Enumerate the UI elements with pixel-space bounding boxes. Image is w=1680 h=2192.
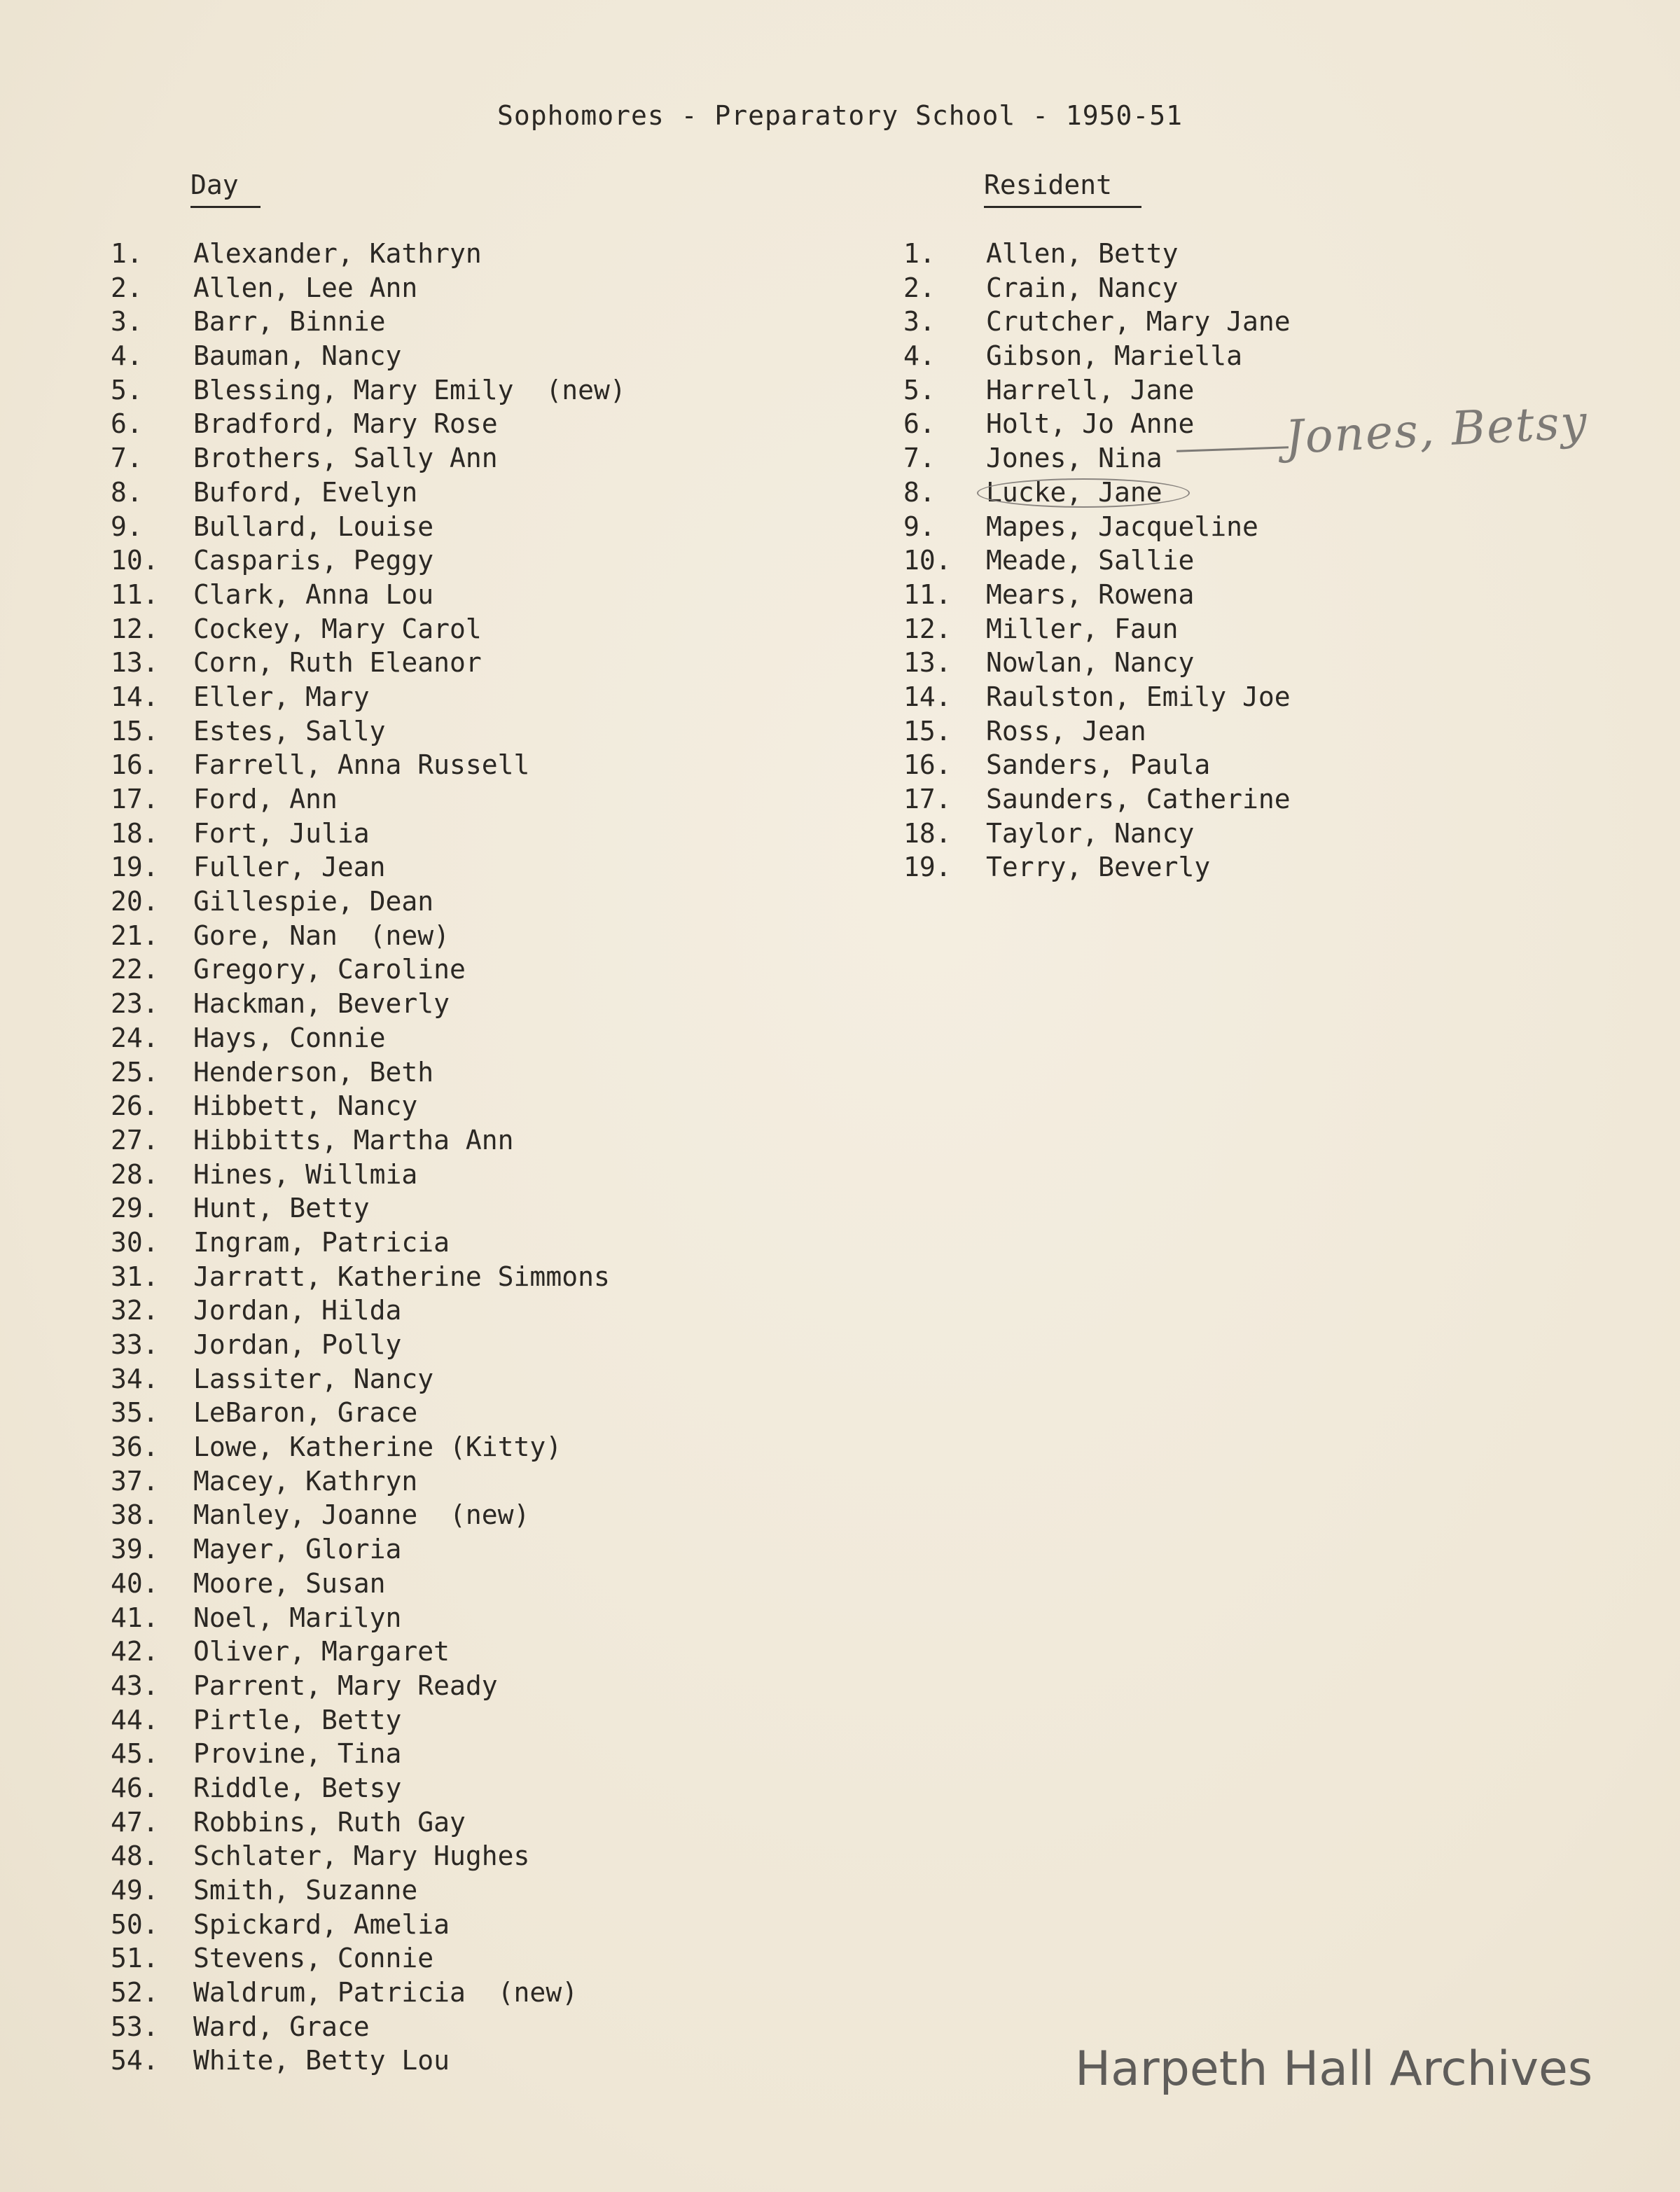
resident-student-row [903,714,1291,749]
day-student-row [111,1158,626,1192]
student-name: Ross, Jean [986,715,1146,747]
day-student-row [111,1805,626,1840]
student-name: Taylor, Nancy [986,817,1195,849]
student-name: Spickard, Amelia [193,1908,450,1940]
day-student-row [111,1055,626,1090]
student-number: 28. [111,1158,159,1190]
day-column-heading: Day [190,169,261,208]
day-student-row [111,919,626,953]
student-number: 37. [111,1465,159,1497]
day-student-row [111,646,626,680]
student-name: Mapes, Jacqueline [986,511,1258,542]
day-student-row [111,1226,626,1260]
student-name: Ingram, Patricia [193,1226,450,1258]
day-student-row [111,817,626,851]
resident-student-row [903,476,1291,510]
student-number: 24. [111,1022,159,1053]
day-student-row [111,1941,626,1976]
day-student-row [111,510,626,544]
resident-student-row [903,441,1291,476]
student-number: 2. [903,272,936,303]
student-name: Meade, Sallie [986,545,1195,576]
student-number: 3. [903,306,936,338]
student-name: Jarratt, Katherine Simmons [193,1261,610,1292]
resident-student-row [903,817,1291,851]
student-number: 13. [111,647,159,679]
student-name: Lucke, Jane [986,476,1162,508]
resident-student-row [903,510,1291,544]
day-student-row [111,1021,626,1055]
student-name: Estes, Sally [193,715,386,747]
student-name: Buford, Evelyn [193,476,418,508]
day-student-row [111,1669,626,1703]
day-student-row [111,1464,626,1499]
student-number: 22. [111,954,159,985]
student-name: Alexander, Kathryn [193,238,482,269]
resident-student-row [903,782,1291,817]
student-name: Ward, Grace [193,2011,370,2042]
resident-student-row [903,646,1291,680]
student-number: 15. [903,715,952,747]
day-student-row [111,1498,626,1532]
day-student-row [111,1873,626,1908]
student-number: 46. [111,1772,159,1803]
student-number: 34. [111,1363,159,1394]
archive-watermark: Harpeth Hall Archives [1075,2041,1593,2097]
student-name: Raulston, Emily Joe [986,681,1291,712]
student-name: Robbins, Ruth Gay [193,1806,466,1838]
day-student-row [111,1737,626,1771]
day-student-row [111,1635,626,1669]
student-name: Oliver, Margaret [193,1636,450,1667]
day-student-row [111,1703,626,1737]
student-number: 1. [111,238,143,269]
student-number: 21. [111,920,159,951]
student-number: 4. [903,340,936,372]
student-number: 52. [111,1977,159,2009]
student-number: 8. [903,476,936,508]
day-student-row [111,476,626,510]
resident-student-row [903,407,1291,441]
student-name: Waldrum, Patricia (new) [193,1977,578,2009]
day-student-row [111,1430,626,1464]
student-name: Allen, Betty [986,238,1179,269]
student-name: Fort, Julia [193,817,370,849]
student-name: Terry, Beverly [986,852,1211,883]
student-number: 5. [903,374,936,405]
student-number: 11. [903,578,952,610]
student-name: Hackman, Beverly [193,988,450,1020]
student-name: Crutcher, Mary Jane [986,306,1291,338]
resident-student-row [903,748,1291,782]
student-number: 39. [111,1534,159,1565]
day-student-row [111,1362,626,1396]
day-student-row [111,2044,626,2078]
student-name: Mayer, Gloria [193,1534,402,1565]
resident-student-row [903,271,1291,305]
student-number: 9. [111,511,143,542]
student-number: 35. [111,1397,159,1429]
day-student-row [111,1191,626,1226]
day-student-row [111,1123,626,1158]
student-number: 11. [111,578,159,610]
student-name: Noel, Marilyn [193,1602,402,1633]
student-name: Macey, Kathryn [193,1465,418,1497]
student-name: Miller, Faun [986,613,1179,644]
student-name: Harrell, Jane [986,374,1195,405]
student-number: 40. [111,1567,159,1599]
student-number: 41. [111,1602,159,1633]
resident-student-row [903,680,1291,714]
student-number: 51. [111,1943,159,1974]
day-student-row [111,407,626,441]
student-number: 17. [903,784,952,814]
student-name: Hays, Connie [193,1022,386,1053]
student-number: 8. [111,476,143,508]
student-number: 7. [111,443,143,474]
student-number: 5. [111,374,143,405]
student-name: Corn, Ruth Eleanor [193,647,482,679]
student-name: Gregory, Caroline [193,954,466,985]
student-name: Riddle, Betsy [193,1772,402,1803]
student-number: 15. [111,715,159,747]
student-number: 16. [111,749,159,781]
day-student-row [111,782,626,817]
student-number: 12. [903,613,952,644]
student-name: Gillespie, Dean [193,886,434,917]
day-student-row [111,850,626,885]
student-name: Gibson, Mariella [986,340,1243,372]
day-student-list [111,237,626,2078]
student-number: 50. [111,1908,159,1940]
day-student-row [111,1839,626,1873]
day-student-row [111,2010,626,2044]
day-student-row [111,748,626,782]
student-name: Farrell, Anna Russell [193,749,530,781]
student-number: 27. [111,1124,159,1156]
student-number: 14. [111,681,159,712]
student-number: 6. [903,408,936,440]
student-name: Eller, Mary [193,681,370,712]
student-number: 17. [111,784,159,814]
resident-student-list [903,237,1291,885]
student-number: 3. [111,306,143,338]
student-name: Brothers, Sally Ann [193,443,498,474]
student-name: Lassiter, Nancy [193,1363,434,1394]
student-number: 16. [903,749,952,781]
student-name: Schlater, Mary Hughes [193,1840,530,1872]
day-student-row [111,1396,626,1430]
student-name: Moore, Susan [193,1567,386,1599]
student-number: 9. [903,511,936,542]
student-number: 45. [111,1738,159,1770]
student-name: Jordan, Hilda [193,1295,402,1326]
student-number: 54. [111,2045,159,2076]
student-number: 53. [111,2011,159,2042]
day-student-row [111,1260,626,1294]
student-name: Barr, Binnie [193,306,386,338]
day-student-row [111,373,626,408]
student-name: Bauman, Nancy [193,340,402,372]
day-student-row [111,1771,626,1805]
day-student-row [111,987,626,1021]
day-student-row [111,952,626,987]
student-name: Allen, Lee Ann [193,272,418,303]
day-student-row [111,578,626,612]
day-student-row [111,1601,626,1635]
student-number: 10. [111,545,159,576]
student-name: Mears, Rowena [986,578,1195,610]
student-number: 42. [111,1636,159,1667]
student-name: Saunders, Catherine [986,784,1291,814]
resident-student-row [903,578,1291,612]
resident-student-row [903,237,1291,271]
student-name: Parrent, Mary Ready [193,1670,498,1701]
student-name: White, Betty Lou [193,2045,450,2076]
day-student-row [111,885,626,919]
student-number: 13. [903,647,952,679]
student-name: Gore, Nan (new) [193,920,450,951]
student-number: 18. [903,817,952,849]
student-name: Ford, Ann [193,784,338,814]
student-number: 25. [111,1056,159,1088]
day-student-row [111,680,626,714]
student-name: Manley, Joanne (new) [193,1499,530,1531]
student-number: 2. [111,272,143,303]
resident-student-row [903,612,1291,646]
resident-student-row [903,850,1291,885]
student-number: 30. [111,1226,159,1258]
student-name: Blessing, Mary Emily (new) [193,374,626,405]
day-student-row [111,441,626,476]
day-student-row [111,1293,626,1328]
student-name: Hibbett, Nancy [193,1090,418,1122]
student-name: Crain, Nancy [986,272,1179,303]
student-name: Hines, Willmia [193,1158,418,1190]
day-student-row [111,237,626,271]
student-name: Hunt, Betty [193,1193,370,1224]
student-number: 48. [111,1840,159,1872]
student-number: 43. [111,1670,159,1701]
day-student-row [111,1976,626,2010]
day-student-row [111,612,626,646]
page-title: Sophomores - Preparatory School - 1950-51 [497,100,1183,131]
student-number: 1. [903,238,936,269]
day-student-row [111,1328,626,1362]
student-name: Provine, Tina [193,1738,402,1770]
student-name: Bradford, Mary Rose [193,408,498,440]
student-name: Cockey, Mary Carol [193,613,482,644]
student-number: 29. [111,1193,159,1224]
student-name: Casparis, Peggy [193,545,434,576]
student-name: Pirtle, Betty [193,1704,402,1735]
student-number: 19. [903,852,952,883]
student-name: Lowe, Katherine (Kitty) [193,1431,562,1463]
student-name: LeBaron, Grace [193,1397,418,1429]
day-student-row [111,543,626,578]
student-name: Clark, Anna Lou [193,578,434,610]
student-number: 7. [903,443,936,474]
student-name: Nowlan, Nancy [986,647,1195,679]
student-name: Bullard, Louise [193,511,434,542]
student-number: 10. [903,545,952,576]
student-number: 26. [111,1090,159,1122]
student-number: 33. [111,1329,159,1360]
student-number: 18. [111,817,159,849]
day-student-row [111,1089,626,1123]
day-student-row [111,1532,626,1567]
student-name: Stevens, Connie [193,1943,434,1974]
day-student-row [111,305,626,339]
student-number: 6. [111,408,143,440]
student-name: Hibbitts, Martha Ann [193,1124,514,1156]
student-name: Jones, Nina [986,443,1162,474]
student-number: 14. [903,681,952,712]
student-number: 23. [111,988,159,1020]
student-number: 32. [111,1295,159,1326]
day-student-row [111,339,626,373]
student-name: Jordan, Polly [193,1329,402,1360]
day-student-row [111,1908,626,1942]
student-number: 47. [111,1806,159,1838]
student-name: Holt, Jo Anne [986,408,1195,440]
student-number: 19. [111,852,159,883]
student-name: Sanders, Paula [986,749,1211,781]
resident-student-row [903,305,1291,339]
resident-student-row [903,373,1291,408]
day-student-row [111,1567,626,1601]
student-number: 44. [111,1704,159,1735]
student-number: 36. [111,1431,159,1463]
student-name: Smith, Suzanne [193,1875,418,1906]
student-name: Henderson, Beth [193,1056,434,1088]
student-number: 4. [111,340,143,372]
resident-column-heading: Resident [984,169,1141,208]
day-student-row [111,271,626,305]
resident-student-row [903,543,1291,578]
handwritten-note: Jones, Betsy [1284,394,1590,465]
student-number: 20. [111,886,159,917]
student-number: 12. [111,613,159,644]
student-name: Fuller, Jean [193,852,386,883]
day-student-row [111,714,626,749]
student-number: 38. [111,1499,159,1531]
student-number: 31. [111,1261,159,1292]
student-number: 49. [111,1875,159,1906]
resident-student-row [903,339,1291,373]
